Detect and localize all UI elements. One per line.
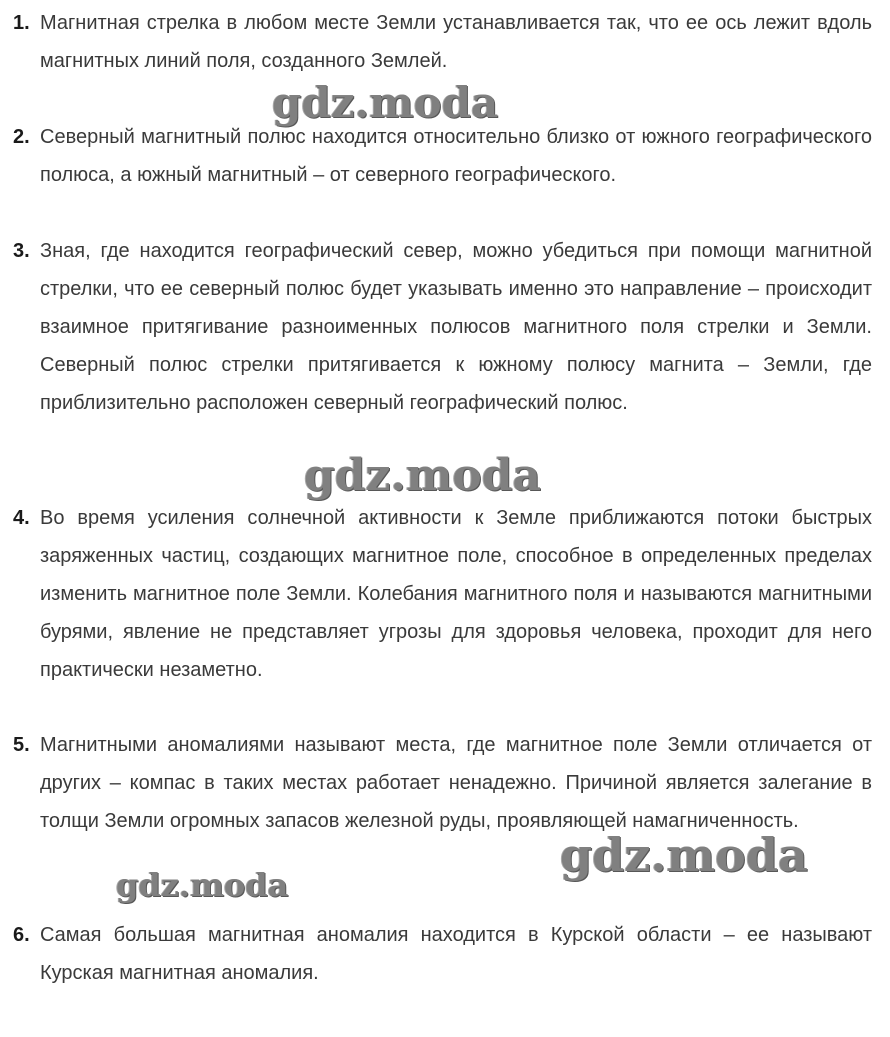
item-number: 6. [13, 924, 30, 946]
watermark-logo: gdz.moda [272, 78, 499, 127]
watermark-logo: gdz.moda [560, 828, 808, 882]
item-text: Северный магнитный полюс находится относительно близко от южного географического полюса, а южный магнитный – от северного географического. [40, 126, 872, 186]
item-number: 5. [13, 734, 30, 756]
watermark-logo: gdz.moda [116, 866, 289, 904]
watermark-logo: gdz.moda [304, 450, 542, 501]
item-number: 3. [13, 240, 30, 262]
answer-item-1 [0, 4, 872, 80]
item-text: Во время усиления солнечной активности к Земле приближаются потоки быстрых заряженных частиц, создающих магнитное поле, способное в определенных пределах изменить магнитное поле Земли. Колебания магнитного поля и называются магнитными бурями, явление не представляет угрозы для здоровья человека, проходит для него практически незаметно. [40, 507, 872, 681]
answer-item-6 [0, 916, 872, 992]
answer-item-5 [0, 726, 872, 840]
item-text: Зная, где находится географический север, можно убедиться при помощи магнитной стрелки, что ее северный полюс будет указывать именно это направление – происходит взаимное притягивание разноименных полюсов магнитного поля стрелки и Земли. Северный полюс стрелки притягивается к южному полюсу магнита – Земли, где приблизительно расположен северный географический полюс. [40, 240, 872, 414]
item-number: 4. [13, 507, 30, 529]
item-number: 1. [13, 12, 30, 34]
item-number: 2. [13, 126, 30, 148]
item-text: Самая большая магнитная аномалия находится в Курской области – ее называют Курская магнитная аномалия. [40, 924, 872, 984]
item-text: Магнитная стрелка в любом месте Земли устанавливается так, что ее ось лежит вдоль магнитных линий поля, созданного Землей. [40, 12, 872, 72]
answer-item-3 [0, 232, 872, 422]
item-text: Магнитными аномалиями называют места, где магнитное поле Земли отличается от других – компас в таких местах работает ненадежно. Причиной является залегание в толщи Земли огромных запасов железной руды, проявляющей намагниченность. [40, 734, 872, 832]
answer-item-2 [0, 118, 872, 194]
answer-item-4 [0, 499, 872, 689]
